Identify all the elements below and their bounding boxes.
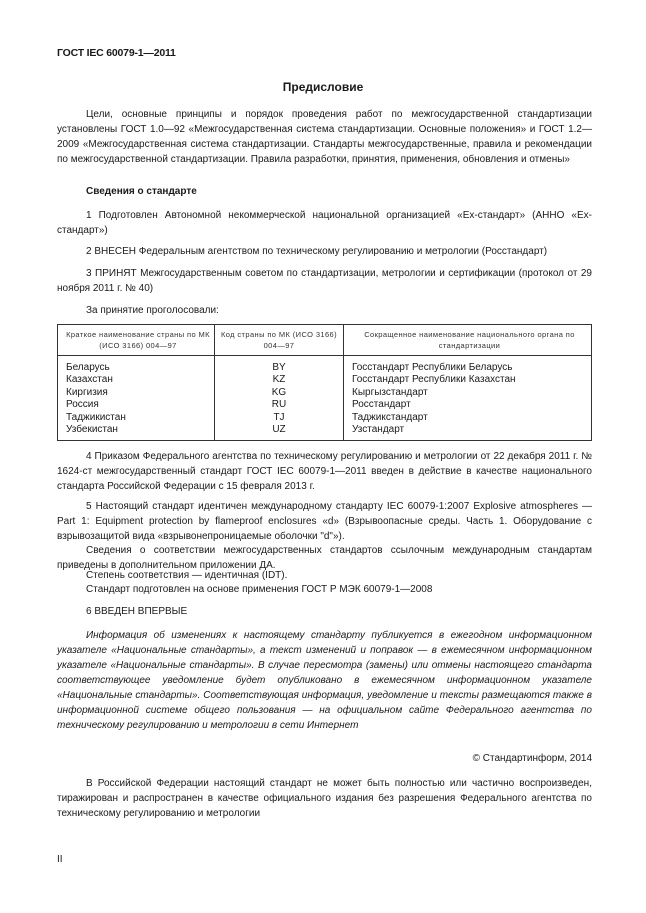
voting-table — [57, 324, 592, 441]
item-3: 3 ПРИНЯТ Межгосударственным советом по стандартизации, метрологии и сертификации (протокол от 29 ноября 2011 г. № 40) — [57, 268, 592, 294]
section-heading: Сведения о стандарте — [86, 186, 197, 197]
item-2: 2 ВНЕСЕН Федеральным агентством по техническому регулированию и метрологии (Росстандарт) — [86, 246, 548, 257]
notice-paragraph: Информация об изменениях к настоящему стандарту публикуется в ежегодном информационном указателе «Национальные стандарты», а текст изменений и поправок — в ежемесячном информационном указателе «Национальные стандарты». В случае пересмотра (замены) или отмены настоящего стандарта соответствующее уведомление будет опубликовано в ежемесячном информационном указателе «Национальные стандарты». Соответствующая информация, уведомление и тексты размещаются также в информационной системе общего пользования — на официальном сайте Федерального агентства по техническому регулированию и метрологии в сети Интернет — [57, 630, 592, 731]
page-number: II — [57, 854, 63, 865]
item-5-references: Сведения о соответствии межгосударственных стандартов ссылочным международным стандартам приведены в дополнительном приложении ДА. — [57, 545, 592, 571]
table-cell-country: Таджикистан — [66, 411, 126, 423]
page-title: Предисловие — [282, 80, 364, 94]
table-cell-body: Таджикстандарт — [352, 411, 428, 423]
table-header-row — [58, 325, 592, 356]
table-cell-country: Россия — [66, 399, 99, 411]
table-cell-code: BY — [272, 362, 286, 373]
table-cell-country: Узбекистан — [66, 424, 118, 436]
table-header-country: Краткое наименование страны по МК (ИСО 3166) 004—97 — [58, 325, 215, 356]
item-5-basis: Стандарт подготовлен на основе применения ГОСТ Р МЭК 60079-1—2008 — [86, 584, 433, 595]
table-cell-country: Казахстан — [66, 374, 113, 386]
voted-label: За принятие проголосовали: — [86, 305, 219, 316]
footer-note: В Российской Федерации настоящий стандарт не может быть полностью или частично воспроизведен, тиражирован и распространен в качестве официального издания без разрешения Федерального агентства по техническому регулированию и метрологии — [57, 778, 592, 819]
table-cell-country: Беларусь — [66, 362, 110, 373]
table-cell-body: Кыргызстандарт — [352, 386, 428, 398]
table-cell-country: Киргизия — [66, 386, 108, 398]
item-6: 6 ВВЕДЕН ВПЕРВЫЕ — [86, 606, 188, 617]
copyright: © Стандартинформ, 2014 — [472, 753, 592, 764]
table-cell-body: Узстандарт — [352, 424, 405, 436]
table-cell-code: UZ — [272, 424, 286, 436]
country-column — [58, 356, 215, 441]
table-cell-code: RU — [271, 399, 287, 411]
table-cell-body: Росстандарт — [352, 399, 411, 411]
table-cell-code: TJ — [273, 411, 285, 423]
table-cell-body: Госстандарт Республики Казахстан — [352, 374, 516, 386]
document-code: ГОСТ IEC 60079-1—2011 — [57, 47, 176, 59]
table-header-code: Код страны по МК (ИСО 3166) 004—97 — [215, 325, 344, 356]
table-cell-code: KG — [271, 386, 287, 398]
item-4: 4 Приказом Федерального агентства по техническому регулированию и метрологии от 22 декабря 2011 г. № 1624-ст межгосударственный стандарт ГОСТ IEC 60079-1—2011 введен в действие в качестве национального стандарта Российской Федерации с 15 февраля 2013 г. — [57, 451, 592, 492]
table-body-row — [58, 356, 592, 441]
table-cell-body: Госстандарт Республики Беларусь — [352, 362, 513, 373]
item-5: 5 Настоящий стандарт идентичен международному стандарту IEC 60079-1:2007 Explosive atmospheres — Part 1: Equipment protection by flameproof enclosures «d» (Взрывоопасные среды. Часть 1. Оборудование с взрывозащитой вида «взрывонепроницаемые оболочки "d"»). — [57, 501, 592, 542]
table-header-body: Сокращенное наименование национального органа по стандартизации — [344, 325, 592, 356]
body-column — [344, 356, 592, 441]
table-cell-code: KZ — [272, 374, 286, 386]
item-1: 1 Подготовлен Автономной некоммерческой национальной организацией «Ех-стандарт» (АННО «Ех-стандарт») — [57, 210, 592, 236]
intro-paragraph: Цели, основные принципы и порядок проведения работ по межгосударственной стандартизации установлены ГОСТ 1.0—92 «Межгосударственная система стандартизации. Основные положения» и ГОСТ 1.2—2009 «Межгосударственная система стандартизации. Стандарты межгосударственные, правила и рекомендации по межгосударственной стандартизации. Правила разработки, принятия, применения, обновления и отмены» — [57, 109, 592, 165]
item-5-degree: Степень соответствия — идентичная (IDT). — [86, 570, 288, 581]
code-column — [215, 356, 344, 441]
